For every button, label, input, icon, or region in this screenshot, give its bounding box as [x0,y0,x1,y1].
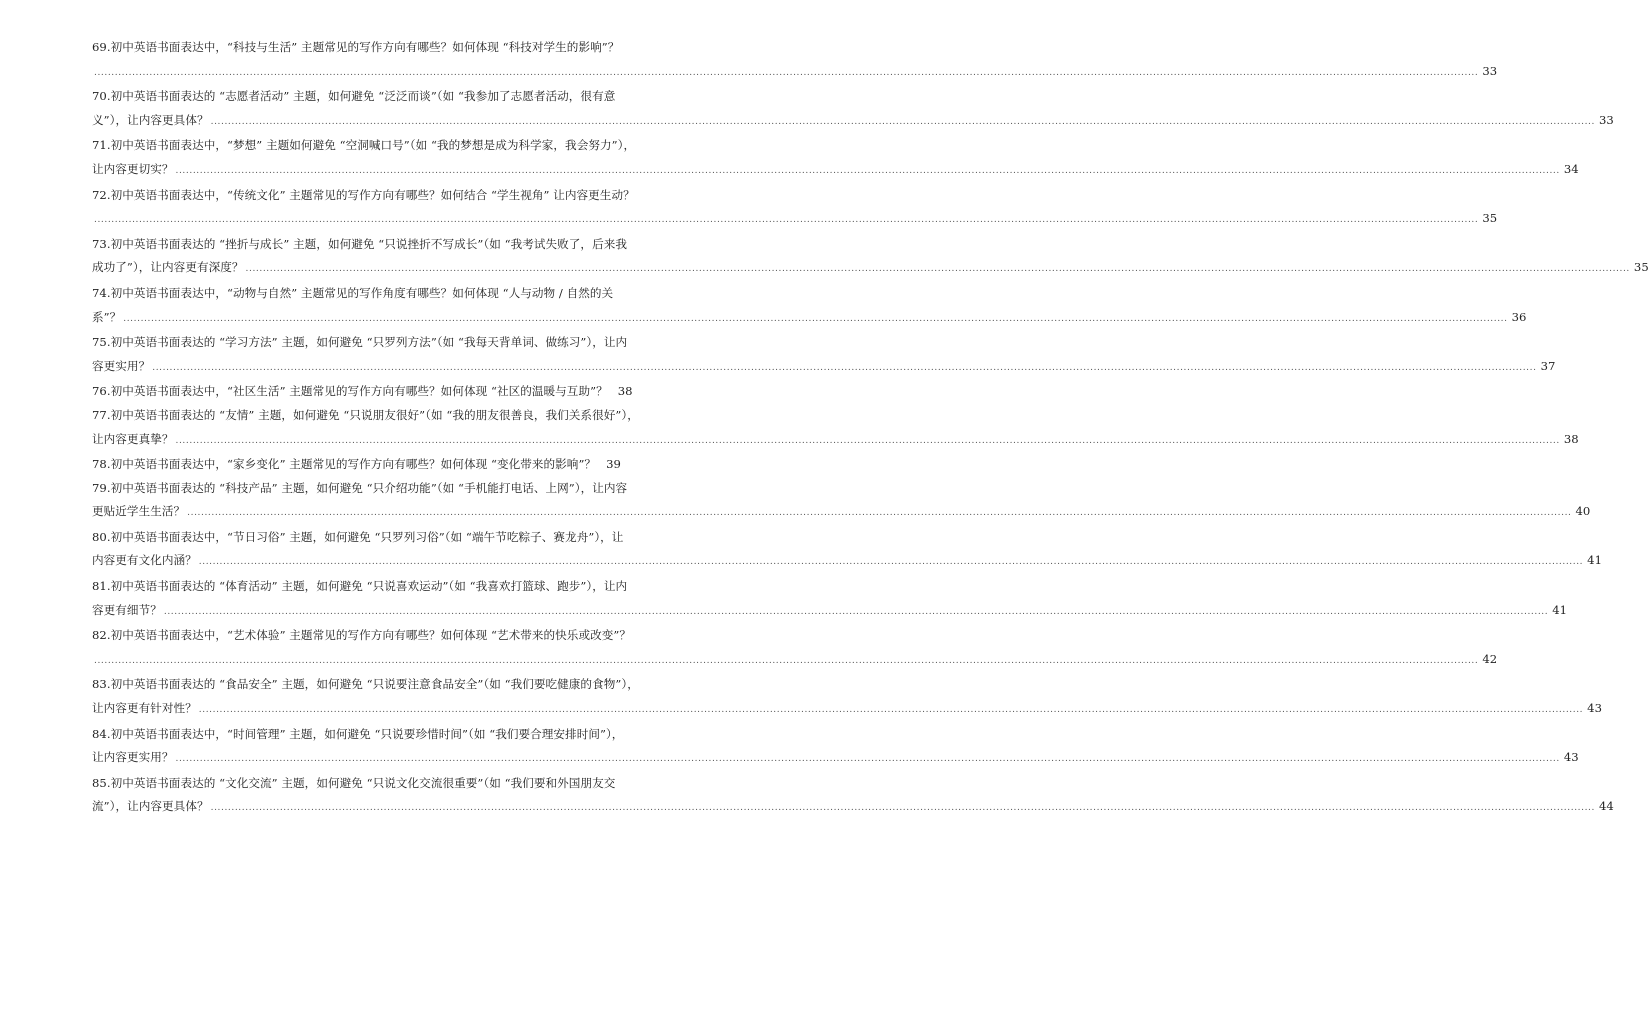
dot-leader: ................................................................................................................................................................................................................................................................................................................................................................................................................ [94,655,1479,666]
toc-entry-title-continued: 成功了”），让内容更有深度？ [92,260,244,275]
toc-entry[interactable] [92,575,1568,624]
toc-entry[interactable] [92,673,1602,722]
toc-entry[interactable] [92,526,1602,575]
toc-page-number: 41 [1587,553,1602,568]
dot-leader: ................................................................................................................................................................................................................................................................................................................................................................................................................ [175,435,1560,446]
toc-page-number: 34 [1563,161,1579,176]
toc-entry-title-continued: 容更有细节？ [92,602,162,617]
toc-entry-title: 78.初中英语书面表达中，“家乡变化” 主题常见的写作方向有哪些？如何体现 “变化带来的影响”？ [92,457,597,472]
toc-entry[interactable] [92,404,1579,453]
toc-entry-title: 80.初中英语书面表达中，“节日习俗” 主题，如何避免 “只罗列习俗”（如 “端午节吃粽子、赛龙舟”），让 [92,529,624,544]
toc-entry-title-continued: 更贴近学生生活？ [92,504,186,519]
toc-page-number: 40 [1575,504,1591,519]
toc-entry-title-continued: 流”），让内容更具体？ [92,799,209,814]
toc-entry[interactable] [92,380,680,404]
toc-entry-title: 81.初中英语书面表达的 “体育活动” 主题，如何避免 “只说喜欢运动”（如 “我喜欢打篮球、跑步”），让内 [92,579,628,594]
toc-page-number: 41 [1552,602,1568,617]
toc-entry-title-continued: 系”？ [92,309,122,324]
toc-entry-title-continued: 让内容更有针对性？ [92,701,197,716]
dot-leader: ................................................................................................................................................................................................................................................................................................................................................................................................................ [94,215,1479,226]
table-of-contents [92,36,1649,821]
toc-entry[interactable] [92,453,680,477]
toc-entry-title: 74.初中英语书面表达中，“动物与自然” 主题常见的写作角度有哪些？如何体现 “人与动物 / 自然的关 [92,285,614,300]
toc-page-number: 43 [1587,701,1602,716]
toc-entry-title: 76.初中英语书面表达中，“社区生活” 主题常见的写作方向有哪些？如何体现 “社区的温暖与互助”？ [92,384,608,399]
toc-entry-title-continued: 让内容更真挚？ [92,431,174,446]
toc-entry-title: 77.初中英语书面表达的 “友情” 主题，如何避免 “只说朋友很好”（如 “我的朋友很善良，我们关系很好”）， [92,407,639,422]
toc-page-number: 39 [606,457,621,472]
dot-leader: ................................................................................................................................................................................................................................................................................................................................................................................................................ [187,508,1572,519]
toc-entry[interactable] [92,233,1649,282]
toc-entry-title: 72.初中英语书面表达中，“传统文化” 主题常见的写作方向有哪些？如何结合 “学生视角” 让内容更生动？ [92,187,635,202]
toc-entry[interactable] [92,134,1579,183]
dot-leader: ................................................................................................................................................................................................................................................................................................................................................................................................................ [198,557,1584,568]
dot-leader: ................................................................................................................................................................................................................................................................................................................................................................................................................ [175,754,1560,765]
dot-leader: ................................................................................................................................................................................................................................................................................................................................................................................................................ [210,803,1595,814]
dot-leader: ................................................................................................................................................................................................................................................................................................................................................................................................................ [94,67,1479,78]
toc-entry-title: 82.初中英语书面表达中，“艺术体验” 主题常见的写作方向有哪些？如何体现 “艺术带来的快乐或改变”？ [92,628,632,643]
toc-page-number: 33 [1482,63,1498,78]
dot-leader: ................................................................................................................................................................................................................................................................................................................................................................................................................ [245,264,1630,275]
toc-page-number: 38 [1563,431,1579,446]
toc-entry-title: 75.初中英语书面表达的 “学习方法” 主题，如何避免 “只罗列方法”（如 “我每天背单词、做练习”），让内 [92,335,628,350]
dot-leader: ................................................................................................................................................................................................................................................................................................................................................................................................................ [210,116,1595,127]
toc-page-number: 37 [1540,358,1556,373]
toc-entry[interactable] [92,772,1614,821]
toc-entry-title: 79.初中英语书面表达的 “科技产品” 主题，如何避免 “只介绍功能”（如 “手机能打电话、上网”），让内容 [92,480,628,495]
toc-entry[interactable] [92,36,1498,85]
toc-page-number: 33 [1598,112,1614,127]
toc-entry-title-continued: 让内容更切实？ [92,161,174,176]
toc-entry[interactable] [92,282,1527,331]
toc-entry-title: 69.初中英语书面表达中，“科技与生活” 主题常见的写作方向有哪些？如何体现 “科技对学生的影响”？ [92,40,620,54]
toc-entry-title: 85.初中英语书面表达的 “文化交流” 主题，如何避免 “只说文化交流很重要”（如 “我们要和外国朋友交 [92,775,616,790]
toc-entry[interactable] [92,184,1498,233]
toc-page-number: 38 [617,384,633,399]
dot-leader: ................................................................................................................................................................................................................................................................................................................................................................................................................ [198,705,1584,716]
dot-leader: ................................................................................................................................................................................................................................................................................................................................................................................................................ [163,606,1549,617]
toc-entry-title: 70.初中英语书面表达的 “志愿者活动” 主题，如何避免 “泛泛而谈”（如 “我参加了志愿者活动，很有意 [92,89,616,104]
toc-page-number: 42 [1482,651,1498,666]
toc-entry-title-continued: 容更实用？ [92,358,151,373]
toc-page-number: 44 [1598,799,1614,814]
toc-page-number: 35 [1633,260,1649,275]
toc-entry-title-continued: 内容更有文化内涵？ [92,553,197,568]
toc-page-number: 36 [1511,309,1527,324]
toc-entry[interactable] [92,85,1614,134]
toc-entry-title: 84.初中英语书面表达中，“时间管理” 主题，如何避免 “只说要珍惜时间”（如 “我们要合理安排时间”）， [92,726,624,741]
toc-entry-title: 71.初中英语书面表达中，“梦想” 主题如何避免 “空洞喊口号”（如 “我的梦想是成为科学家，我会努力”）， [92,138,636,153]
toc-entry[interactable] [92,624,1498,673]
dot-leader: ................................................................................................................................................................................................................................................................................................................................................................................................................ [175,165,1560,176]
toc-entry-title: 73.初中英语书面表达的 “挫折与成长” 主题，如何避免 “只说挫折不写成长”（如 “我考试失败了，后来我 [92,236,628,251]
toc-entry[interactable] [92,331,1556,380]
toc-page-number: 35 [1482,211,1498,226]
dot-leader: ................................................................................................................................................................................................................................................................................................................................................................................................................ [123,313,1508,324]
toc-page-number: 43 [1563,750,1579,765]
toc-entry[interactable] [92,477,1591,526]
dot-leader: ................................................................................................................................................................................................................................................................................................................................................................................................................ [152,362,1537,373]
toc-entry-title-continued: 让内容更实用？ [92,750,174,765]
toc-entry[interactable] [92,723,1579,772]
toc-entry-title: 83.初中英语书面表达的 “食品安全” 主题，如何避免 “只说要注意食品安全”（如 “我们要吃健康的食物”）， [92,677,639,692]
toc-entry-title-continued: 义”），让内容更具体？ [92,112,209,127]
